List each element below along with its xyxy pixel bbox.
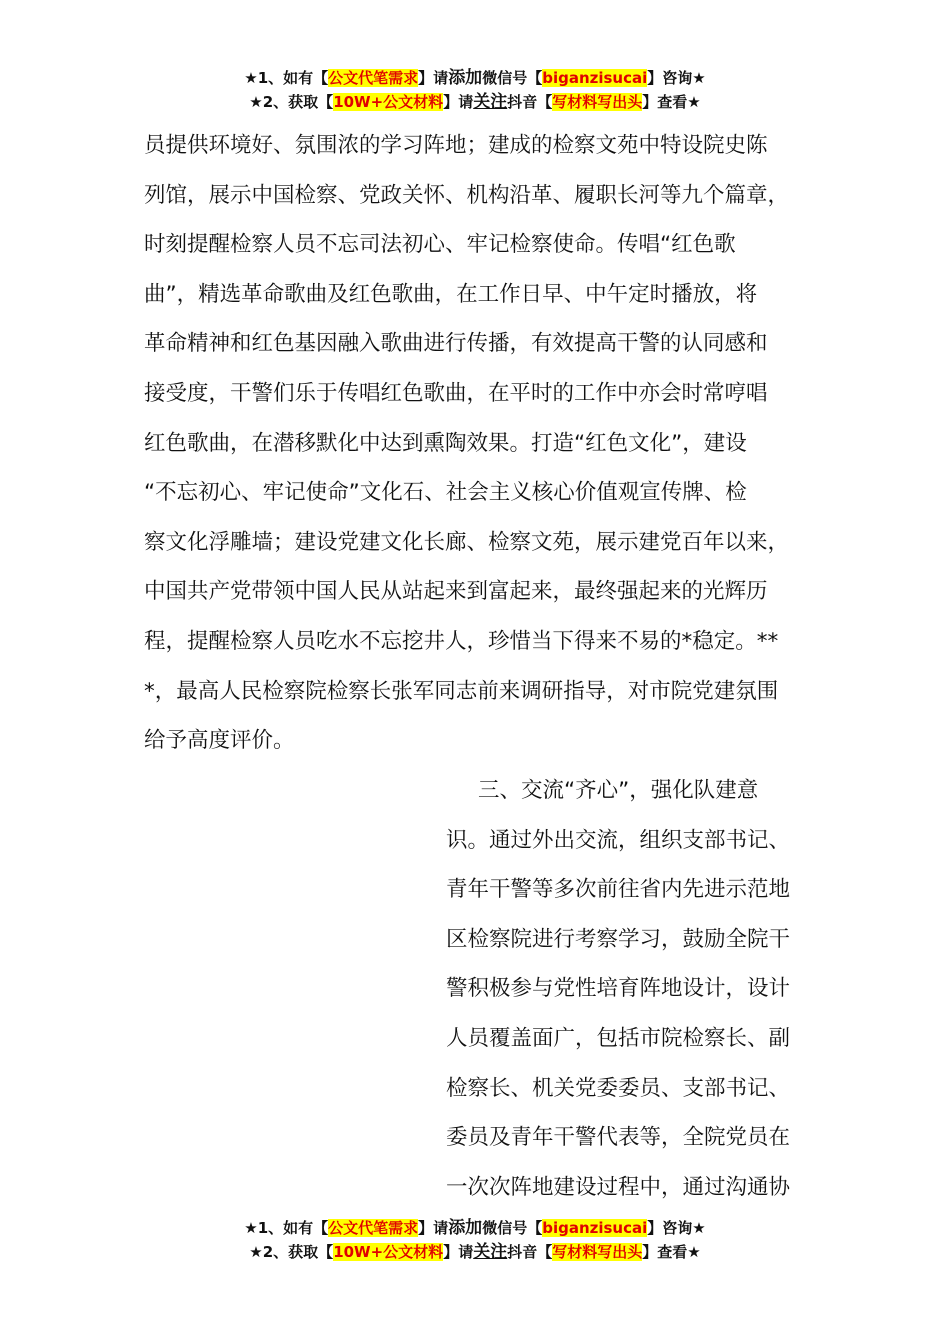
highlight-service: 公文代笔需求	[328, 69, 419, 87]
banner-line-2	[0, 90, 950, 114]
section-heading-line: 三、交流“齐心”，强化队建意	[478, 778, 759, 803]
text-line: *，最高人民检察院检察长张军同志前来调研指导，对市院党建氛围	[144, 678, 779, 704]
text-line: 警积极参与党性培育阵地设计，设计	[446, 976, 791, 1002]
text-line: 时刻提醒检察人员不忘司法初心、牢记检察使命。传唱“红色歌	[144, 232, 736, 258]
highlight-service: 公文代笔需求	[328, 1219, 419, 1237]
text-line: 革命精神和红色基因融入歌曲进行传播，有效提高干警的认同感和	[144, 331, 768, 357]
banner-text: 】咨询★	[647, 1219, 706, 1237]
banner-emphasis: 关注	[473, 92, 508, 112]
banner-text: 微信号【	[482, 1219, 543, 1237]
banner-text: ★2、获取【	[249, 1243, 334, 1261]
text-line: 一次次阵地建设过程中，通过沟通协	[446, 1174, 791, 1200]
text-line: 中国共产党带领中国人民从站起来到富起来，最终强起来的光辉历	[144, 579, 768, 605]
banner-emphasis: 关注	[473, 1242, 508, 1262]
text-line: 人员覆盖面广，包括市院检察长、副	[446, 1025, 791, 1051]
banner-text: 微信号【	[482, 69, 543, 87]
banner-line-1	[0, 66, 950, 90]
banner-text: 】查看★	[642, 93, 701, 111]
text-line: 接受度，干警们乐于传唱红色歌曲，在平时的工作中亦会时常哼唱	[144, 380, 768, 406]
text-line: 红色歌曲，在潜移默化中达到熏陶效果。打造“红色文化”，建设	[144, 430, 747, 456]
highlight-douyin-account: 写材料写出头	[552, 1243, 643, 1261]
highlight-materials: 10W+公文材料	[333, 93, 444, 111]
text-line: 委员及青年干警代表等，全院党员在	[446, 1125, 791, 1151]
header-banner	[0, 66, 950, 114]
text-line: 青年干警等多次前往省内先进示范地	[446, 877, 791, 903]
banner-text: 】查看★	[642, 1243, 701, 1261]
body-paragraph	[144, 121, 834, 766]
banner-text: 抖音【	[507, 1243, 553, 1261]
banner-text: ★2、获取【	[249, 93, 334, 111]
text-line: 给予高度评价。	[144, 728, 295, 754]
banner-line-2	[0, 1240, 950, 1264]
banner-emphasis: 添加	[448, 1218, 483, 1238]
text-line: 察文化浮雕墙；建设党建文化长廊、检察文苑，展示建党百年以来，	[144, 529, 790, 555]
text-line: 识。通过外出交流，组织支部书记、	[446, 827, 791, 853]
text-line: 程，提醒检察人员吃水不忘挖井人，珍惜当下得来不易的*稳定。**	[144, 628, 779, 654]
banner-text: 】请	[443, 93, 474, 111]
banner-text: 】请	[418, 1219, 449, 1237]
text-line: 员提供环境好、氛围浓的学习阵地；建成的检察文苑中特设院史陈	[144, 133, 768, 158]
highlight-materials: 10W+公文材料	[333, 1243, 444, 1261]
banner-text: 抖音【	[507, 93, 553, 111]
text-line: 列馆，展示中国检察、党政关怀、机构沿革、履职长河等九个篇章，	[144, 182, 790, 208]
banner-emphasis: 添加	[448, 68, 483, 88]
banner-text: 】请	[443, 1243, 474, 1261]
text-line: “不忘初心、牢记使命”文化石、社会主义核心价值观宣传牌、检	[144, 480, 747, 506]
banner-text: ★1、如有【	[244, 69, 329, 87]
banner-text: ★1、如有【	[244, 1219, 329, 1237]
text-line: 区检察院进行考察学习，鼓励全院干	[446, 926, 791, 952]
banner-line-1	[0, 1216, 950, 1240]
text-line: 检察长、机关党委委员、支部书记、	[446, 1075, 791, 1101]
highlight-douyin-account: 写材料写出头	[552, 93, 643, 111]
banner-text: 】请	[418, 69, 449, 87]
footer-banner	[0, 1216, 950, 1264]
highlight-wechat-id: biganzisucai	[542, 1219, 648, 1237]
text-line: 曲”，精选革命歌曲及红色歌曲，在工作日早、中午定时播放，将	[144, 281, 758, 307]
section-3-paragraph	[446, 766, 826, 1212]
banner-text: 】咨询★	[647, 69, 706, 87]
highlight-wechat-id: biganzisucai	[542, 69, 648, 87]
